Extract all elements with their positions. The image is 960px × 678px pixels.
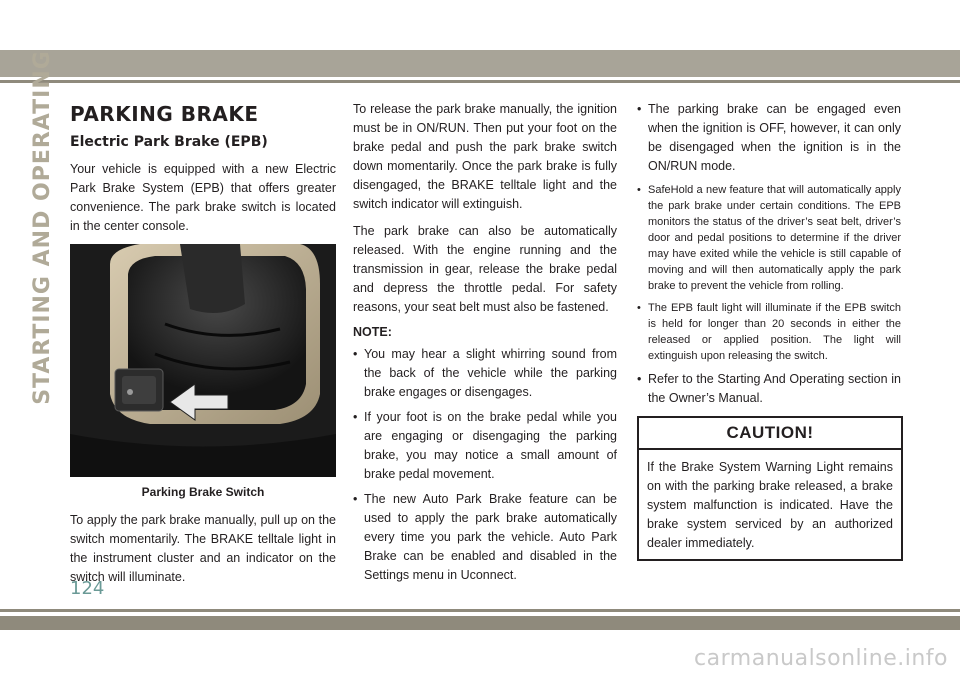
feature-item: • SafeHold a new feature that will automatically apply the park brake under certain conditions. The EPB monitors the status of the driver’s seat belt, driver’s door and pedal positions to determine if the driver may have exited while the vehicle is still capable of moving and will then automatically apply the park brake to prevent the vehicle from rolling. (637, 182, 901, 294)
footer-band (0, 616, 960, 630)
auto-release-paragraph: The park brake can also be automatically released. With the engine running and the transmission in gear, release the brake pedal and depress the throttle pedal. For safety reasons, your seat belt must also be fastened. (353, 224, 617, 314)
watermark: carmanualsonline.info (694, 646, 948, 671)
console-photo-icon (70, 244, 336, 477)
caution-body (639, 450, 901, 559)
section-tab (27, 50, 57, 405)
column-2 (353, 100, 617, 591)
column-3 (637, 100, 901, 561)
note-item: • If your foot is on the brake pedal while you are engaging or disengaging the parking brake, you may notice a small amount of brake pedal movement. (353, 408, 617, 484)
apply-paragraph: To apply the park brake manually, pull up on the switch momentarily. The BRAKE telltale light in the instrument cluster and an indicator on the switch will illuminate. (70, 513, 336, 584)
header-band (0, 50, 960, 77)
caution-title: CAUTION! (639, 418, 901, 450)
release-paragraph: To release the park brake manually, the ignition must be in ON/RUN. Then put your foot on the brake pedal and push the park brake switch down momentarily. Once the park brake is fully disengaged, the BRAKE telltale light and the switch indicator will extinguish. (353, 102, 617, 211)
column-1 (70, 100, 336, 595)
intro-paragraph: Your vehicle is equipped with a new Electric Park Brake System (EPB) that offers greater convenience. The park brake switch is located in the center console. (70, 162, 336, 233)
figure-caption: Parking Brake Switch (141, 485, 265, 499)
footer-rule (0, 609, 960, 612)
parking-brake-switch-image (70, 244, 336, 477)
feature-list (637, 100, 901, 408)
section-subtitle: Electric Park Brake (EPB) (70, 134, 268, 150)
feature-item: • Refer to the Starting And Operating section in the Owner’s Manual. (637, 370, 901, 408)
feature-item: • The parking brake can be engaged even when the ignition is OFF, however, it can only be disengaged when the ignition is in the ON/RUN mode. (637, 100, 901, 176)
note-list (353, 345, 617, 585)
page-number: 124 (70, 578, 105, 599)
section-tab-label: STARTING AND OPERATING (29, 50, 55, 405)
note-label: NOTE: (353, 325, 392, 339)
note-item: • The new Auto Park Brake feature can be used to apply the park brake automatically every time you park the vehicle. Auto Park Brake can be enabled and disabled in the Settings menu in Uconnect. (353, 490, 617, 585)
header-rule (0, 80, 960, 83)
caution-box (637, 416, 903, 561)
page-title: PARKING BRAKE (70, 102, 259, 126)
caution-text: If the Brake System Warning Light remains on with the parking brake released, a brake system malfunction is indicated. Have the brake system serviced by an authorized dealer immediately. (647, 460, 893, 550)
note-item: • You may hear a slight whirring sound from the back of the vehicle while the parking brake engages or disengages. (353, 345, 617, 402)
feature-item: • The EPB fault light will illuminate if the EPB switch is held for longer than 20 seconds in either the released or applied position. The light will extinguish upon releasing the switch. (637, 300, 901, 364)
